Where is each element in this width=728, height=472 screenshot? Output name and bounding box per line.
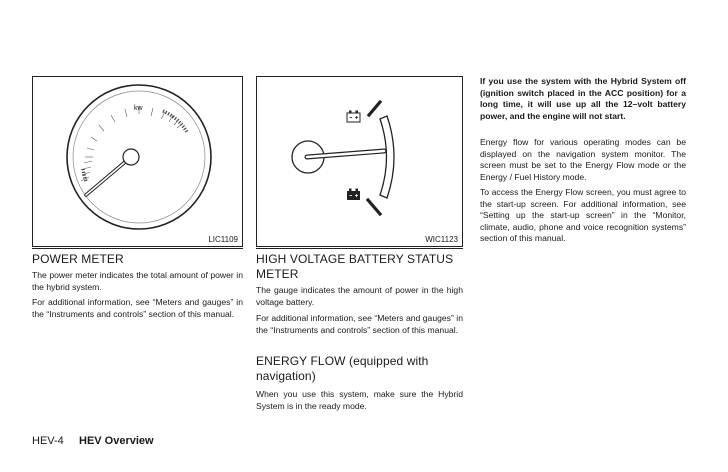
battery-full-icon (347, 189, 360, 201)
power-meter-reference: For additional information, see “Meters and gauges” in the “Instruments and controls” section of this manual. (32, 297, 243, 319)
energy-flow-heading: ENERGY FLOW (equipped with navigation) (256, 354, 429, 383)
battery-gauge-figure (256, 76, 463, 247)
energy-flow-display-paragraph: Energy flow for various operating modes can be displayed on the navigation system monitor. The screen must be set to the Energy Flow mode or the Energy / Fuel History mode. (480, 137, 686, 182)
power-meter-unit-label: kw (134, 105, 143, 112)
power-meter-figure (32, 76, 243, 247)
figure-code: LIC1109 (208, 235, 238, 244)
figure-code: WIC1123 (425, 235, 458, 244)
power-meter-heading: POWER METER (32, 252, 124, 266)
section-title: HEV Overview (79, 435, 154, 447)
battery-gauge-dial (257, 77, 462, 246)
battery-meter-heading: HIGH VOLTAGE BATTERY STATUS METER (256, 252, 454, 281)
power-meter-rule (32, 248, 243, 249)
battery-meter-paragraph: The gauge indicates the amount of power in the high voltage battery. (256, 285, 463, 307)
power-meter-paragraph: The power meter indicates the total amount of power in the hybrid system. (32, 270, 243, 292)
energy-flow-paragraph: When you use this system, make sure the Hybrid System is in the ready mode. (256, 389, 463, 411)
warning-paragraph: If you use the system with the Hybrid System off (ignition switch placed in the ACC position) for a long time, it will use up all the 12–volt battery power, and the engine will not start. (480, 76, 686, 121)
battery-meter-reference: For additional information, see “Meters and gauges” in the “Instruments and controls” section of this manual. (256, 313, 463, 335)
page-number: HEV-4 (32, 435, 64, 447)
battery-outline-icon (347, 111, 360, 123)
battery-gauge-rule (256, 248, 463, 249)
power-meter-dial (33, 77, 242, 246)
energy-flow-access-paragraph: To access the Energy Flow screen, you must agree to the start-up screen. For additional information, see “Setting up the start-up screen” in the “Monitor, climate, audio, phone and voice recognition systems” section of this manual. (480, 187, 686, 244)
